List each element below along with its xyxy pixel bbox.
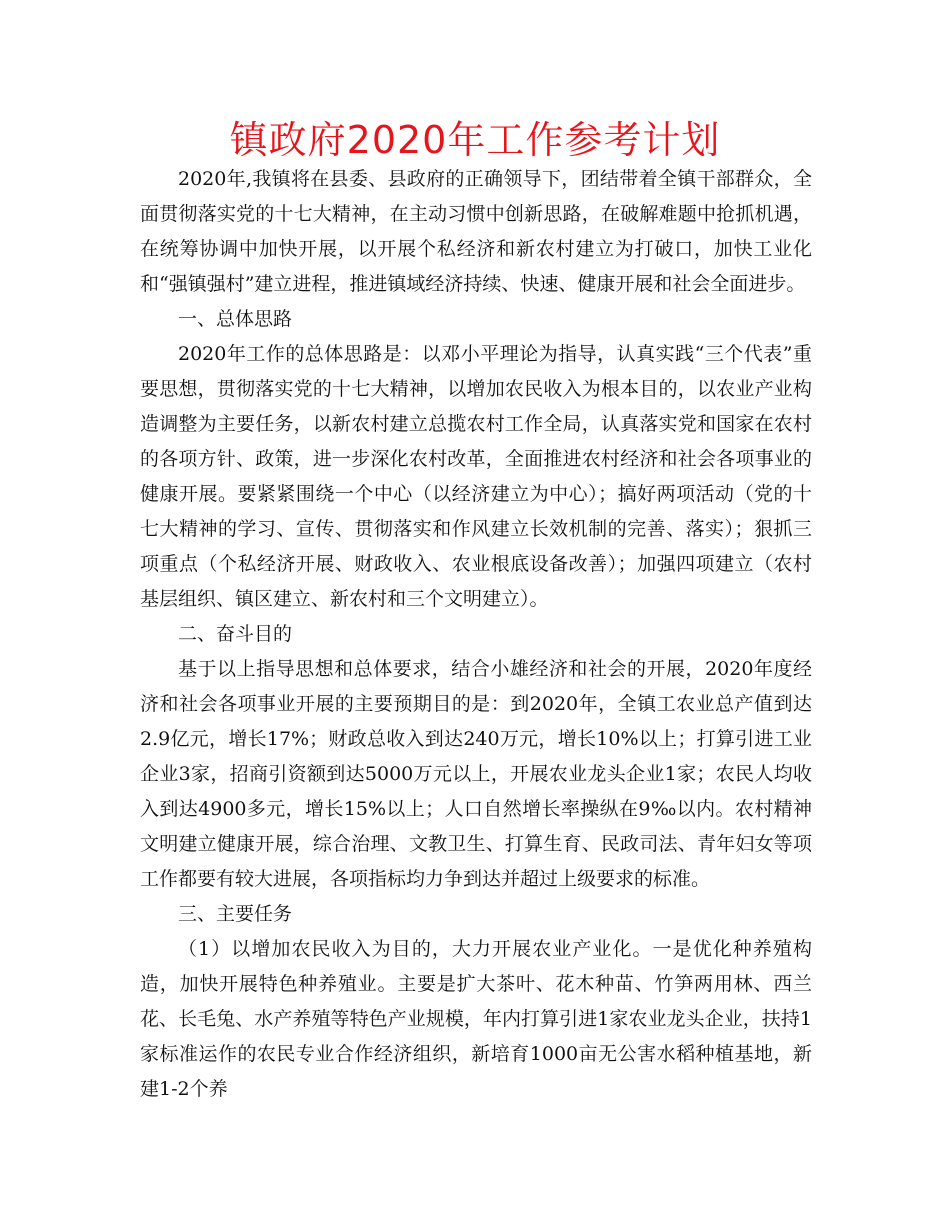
section-heading-main-tasks: 三、主要任务 [178,903,293,925]
section-heading-overall-approach: 一、总体思路 [178,308,293,330]
main-tasks-paragraph: （1）以增加农民收入为目的，大力开展农业产业化。一是优化种养殖构造，加快开展特色种养殖业。主要是扩大茶叶、花木种苗、竹笋两用林、西兰花、长毛兔、水产养殖等特色产业规模，年内打算引进1家农业龙头企业，扶持1家标准运作的农民专业合作经济组织，新培育1000亩无公害水稻种植基地，新建1-2个养 [140,938,812,1100]
goals-paragraph: 基于以上指导思想和总体要求，结合小雄经济和社会的开展，2020年度经济和社会各项事业开展的主要预期目的是：到2020年，全镇工农业总产值到达2.9亿元，增长17%；财政总收入到达240万元，增长10%以上；打算引进工业企业3家，招商引资额到达5000万元以上，开展农业龙头企业1家；农民人均收入到达4900多元，增长15%以上；人口自然增长率操纵在9‰以内。农村精神文明建立健康开展，综合治理、文教卫生、打算生育、民政司法、青年妇女等项工作都要有较大进展，各项指标均力争到达并超过上级要求的标准。 [140,658,812,890]
document-title: 镇政府2020年工作参考计划 [229,118,721,162]
document-body [140,162,812,1107]
section-heading-goals: 二、奋斗目的 [178,623,293,645]
intro-paragraph: 2020年,我镇将在县委、县政府的正确领导下，团结带着全镇干部群众，全面贯彻落实党的十七大精神，在主动习惯中创新思路，在破解难题中抢抓机遇，在统筹协调中加快开展，以开展个私经济和新农村建立为打破口，加快工业化和“强镇强村”建立进程，推进镇域经济持续、快速、健康开展和社会全面进步。 [140,168,812,295]
overall-approach-paragraph: 2020年工作的总体思路是：以邓小平理论为指导，认真实践“三个代表”重要思想，贯彻落实党的十七大精神，以增加农民收入为根本目的，以农业产业构造调整为主要任务，以新农村建立总揽农村工作全局，认真落实党和国家在农村的各项方针、政策，进一步深化农村改革，全面推进农村经济和社会各项事业的健康开展。要紧紧围绕一个中心（以经济建立为中心）；搞好两项活动（党的十七大精神的学习、宣传、贯彻落实和作风建立长效机制的完善、落实）；狠抓三项重点（个私经济开展、财政收入、农业根底设备改善）；加强四项建立（农村基层组织、镇区建立、新农村和三个文明建立）。 [140,343,812,610]
